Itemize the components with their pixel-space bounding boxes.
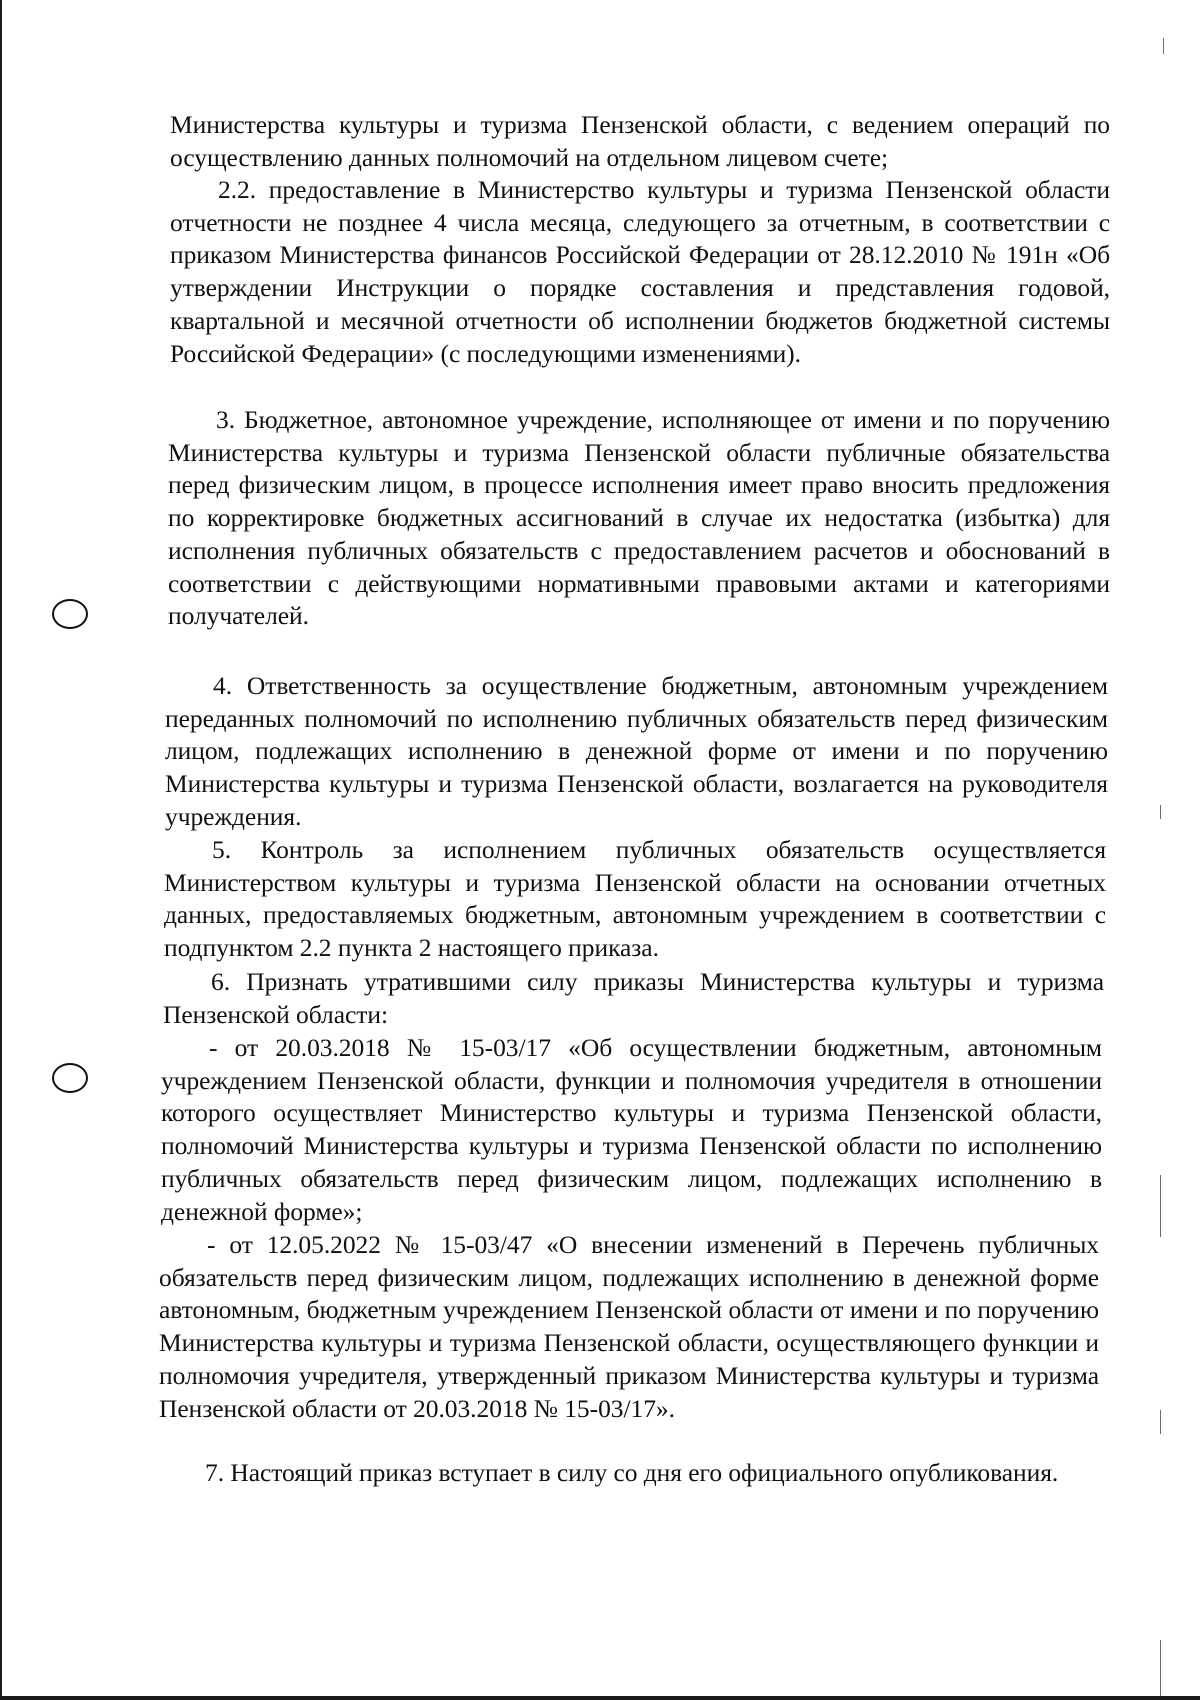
paragraph-3-budget-adjustments: 3. Бюджетное, автономное учреждение, исполняющее от имени и по поручению Министерства культуры и туризма Пензенской области публичные обязательства перед физическим лицом, в процессе исполнения имеет право вносить предложения по корректировке бюджетных ассигнований в случае их недостатка (избытка) для исполнения публичных обязательств с предоставлением расчетов и обоснований в соответствии с действующими нормативными правовыми актами и категориями получателей.: [168, 405, 1110, 631]
repealed-order-item-1: - от 20.03.2018 № 15-03/17 «Об осуществлении бюджетным, автономным учреждением Пензенской области, функции и полномочия учредителя в отношении которого осуществляет Министерство культуры и туризма Пензенской области, полномочий Министерства культуры и туризма Пензенской области по исполнению публичных обязательств перед физическим лицом, подлежащих исполнению в денежной форме»;: [161, 1033, 1102, 1226]
paragraph-6-repeal: 6. Признать утратившими силу приказы Министерства культуры и туризма Пензенской области:: [163, 967, 1104, 1029]
paragraph-continuation: Министерства культуры и туризма Пензенской области, с ведением операций по осуществлению данных полномочий на отдельном лицевом счете;: [170, 110, 1110, 172]
paragraph-7-effective-date: 7. Настоящий приказ вступает в силу со дня его официального опубликования.: [205, 1458, 1059, 1487]
repealed-order-item-2: - от 12.05.2022 № 15-03/47 «О внесении изменений в Перечень публичных обязательств перед физическим лицом, подлежащих исполнению в денежной форме автономным, бюджетным учреждением Пензенской области от имени и по поручению Министерства культуры и туризма Пензенской области, осуществляющего функции и полномочия учредителя, утвержденный приказом Министерства культуры и туризма Пензенской области от 20.03.2018 № 15-03/17».: [159, 1230, 1099, 1423]
paragraph-2-2-reporting: 2.2. предоставление в Министерство культуры и туризма Пензенской области отчетности не позднее 4 числа месяца, следующего за отчетным, в соответствии с приказом Министерства финансов Российской Федерации от 28.12.2010 № 191н «Об утверждении Инструкции о порядке составления и представления годовой, квартальной и месячной отчетности об исполнении бюджетов бюджетной системы Российской Федерации» (с последующими изменениями).: [170, 175, 1110, 368]
paragraph-5-control: 5. Контроль за исполнением публичных обязательств осуществляется Министерством культуры и туризма Пензенской области на основании отчетных данных, предоставляемых бюджетным, автономным учреждением в соответствии с подпунктом 2.2 пункта 2 настоящего приказа.: [164, 835, 1106, 963]
paragraph-4-responsibility: 4. Ответственность за осуществление бюджетным, автономным учреждением переданных полномочий по исполнению публичных обязательств перед физическим лицом, подлежащих исполнению в денежной форме от имени и по поручению Министерства культуры и туризма Пензенской области, возлагается на руководителя учреждения.: [165, 671, 1108, 831]
